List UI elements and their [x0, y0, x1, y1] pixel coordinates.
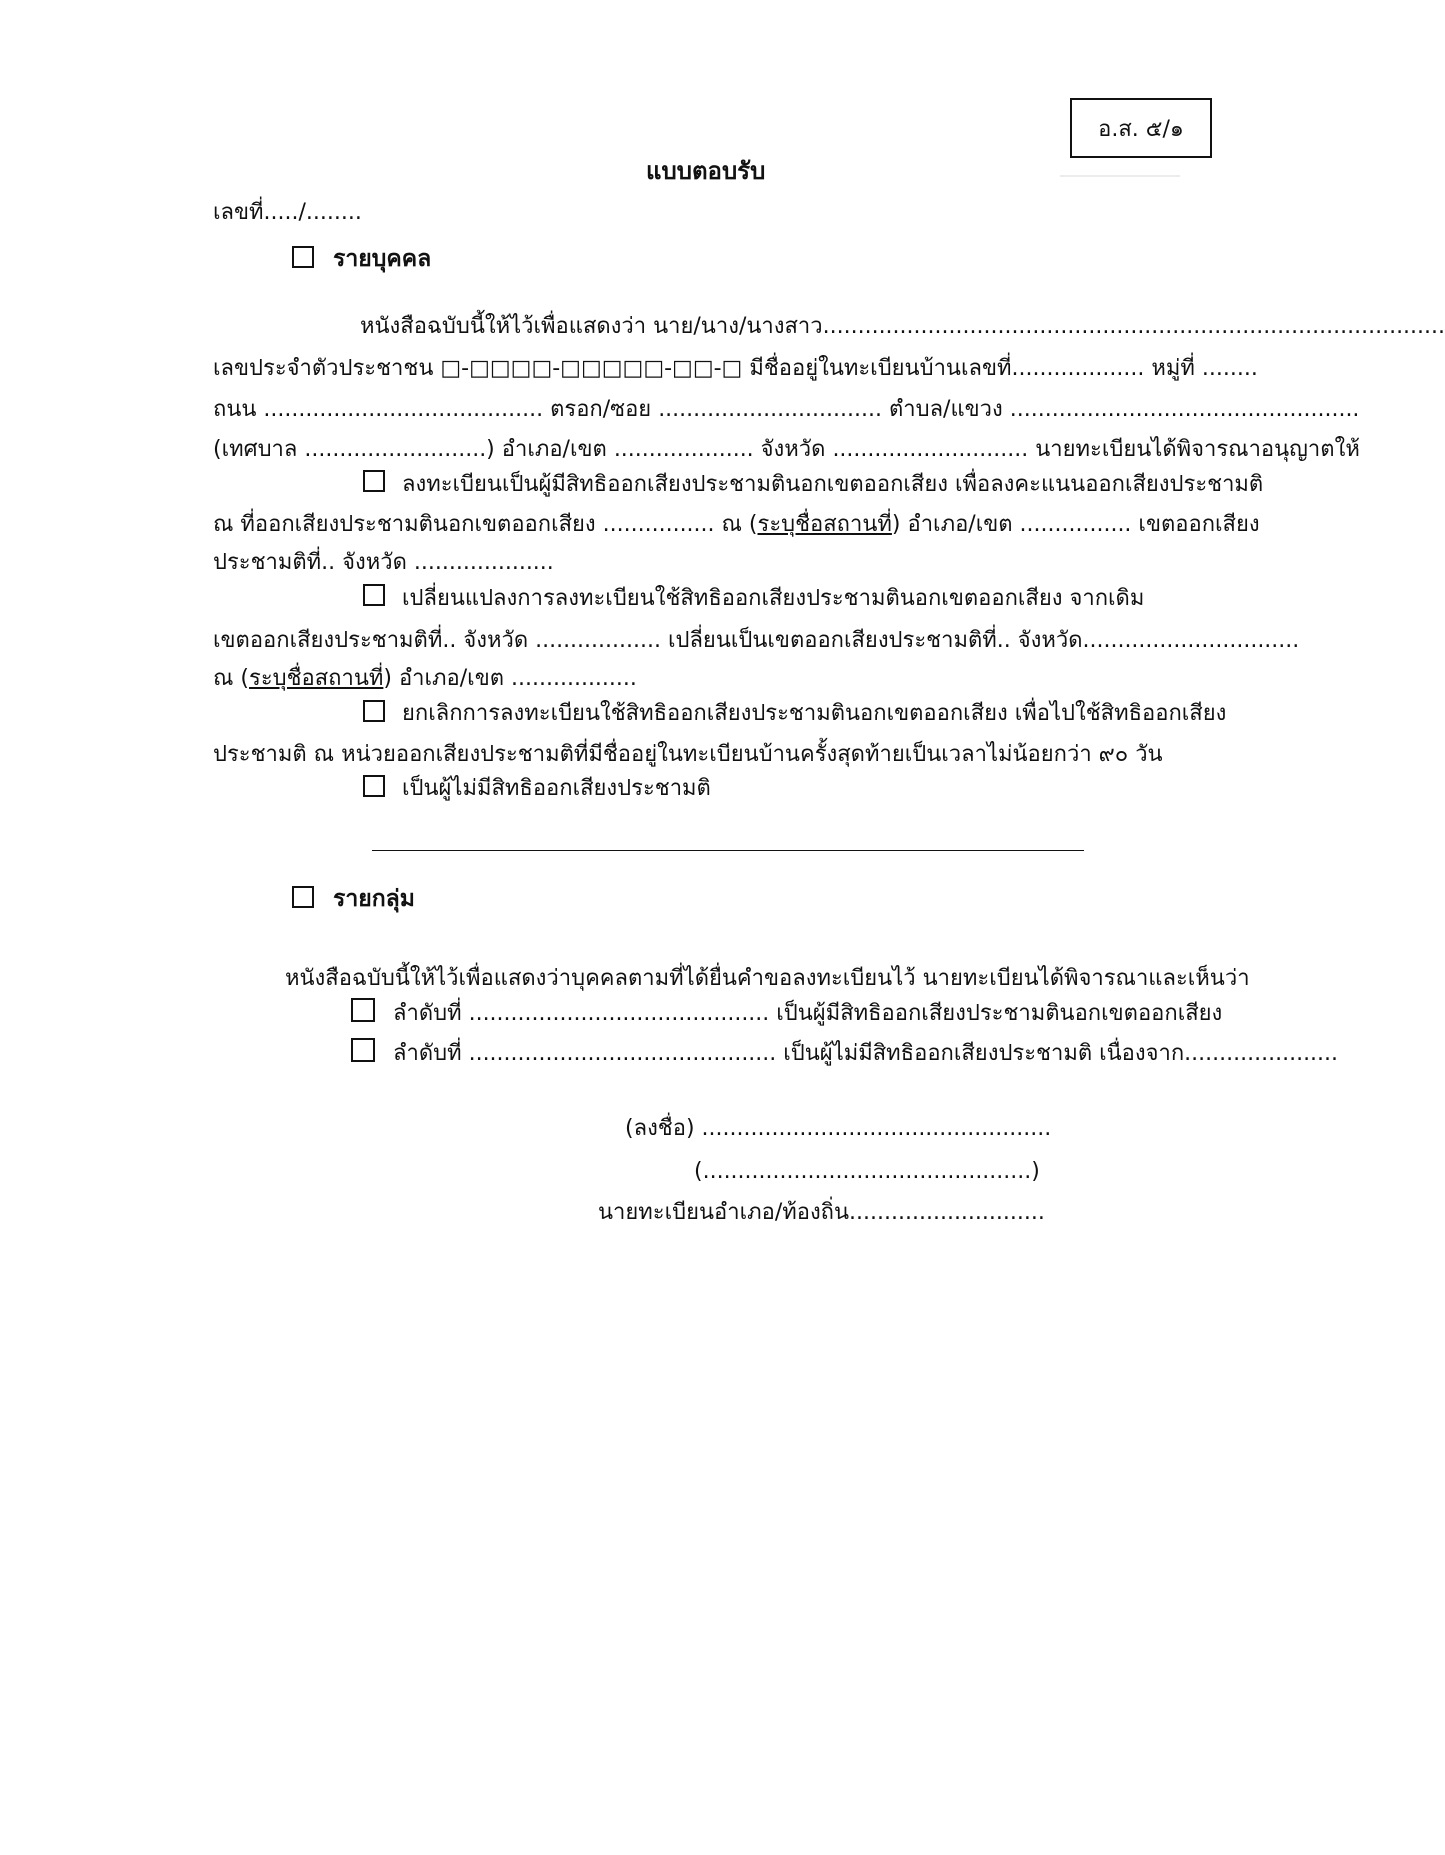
option-cancel-line1: ยกเลิกการลงทะเบียนใช้สิทธิออกเสียงประชามตินอกเขตออกเสียง เพื่อไปใช้สิทธิออกเสียง — [402, 701, 1227, 726]
individual-heading: รายบุคคล — [333, 246, 432, 272]
option-change-line3-a: ณ ( — [213, 666, 249, 691]
individual-checkbox[interactable] — [292, 246, 314, 268]
signature-name-line: (...............................................) — [694, 1159, 1040, 1184]
group-checkbox[interactable] — [292, 886, 314, 908]
option-ineligible-line1: เป็นผู้ไม่มีสิทธิออกเสียงประชามติ — [402, 776, 711, 801]
option-cancel-checkbox[interactable] — [363, 700, 385, 722]
form-title: แบบตอบรับ — [646, 157, 766, 185]
option-cancel-line2: ประชามติ ณ หน่วยออกเสียงประชามติที่มีชื่ออยู่ในทะเบียนบ้านครั้งสุดท้ายเป็นเวลาไม่น้อยกว่า ๙๐ วัน — [213, 742, 1163, 767]
form-code: อ.ส. ๕/๑ — [1098, 116, 1184, 142]
individual-line-district: (เทศบาล ..........................) อำเภอ/เขต .................... จังหวัด ............................ นายทะเบียนได้พิจารณาอนุญาตให้ — [213, 437, 1360, 462]
option-change-line3 — [213, 664, 637, 694]
group-intro: หนังสือฉบับนี้ให้ไว้เพื่อแสดงว่าบุคคลตามที่ได้ยื่นคำขอลงทะเบียนไว้ นายทะเบียนได้พิจารณาและเห็นว่า — [285, 966, 1250, 991]
option-register-line2-b: ) อำเภอ/เขต ................ เขตออกเสียง — [891, 512, 1260, 537]
option-register-line1: ลงทะเบียนเป็นผู้มีสิทธิออกเสียงประชามตินอกเขตออกเสียง เพื่อลงคะแนนออกเสียงประชามติ — [402, 472, 1264, 497]
form-code-box — [1070, 98, 1212, 158]
group-row2-checkbox[interactable] — [351, 1038, 375, 1062]
option-change-checkbox[interactable] — [363, 584, 385, 606]
group-row2: ลำดับที่ ............................................ เป็นผู้ไม่มีสิทธิออกเสียงประชามติ เนื่องจาก...................... — [393, 1041, 1339, 1066]
option-change-line2: เขตออกเสียงประชามติที่.. จังหวัด .................. เปลี่ยนเป็นเขตออกเสียงประชามติที่.. จังหวัด............................... — [213, 628, 1300, 653]
individual-line-address: ถนน ........................................ ตรอก/ซอย ................................ ตำบล/แขวง .................................................. — [213, 397, 1360, 422]
option-change-line1: เปลี่ยนแปลงการลงทะเบียนใช้สิทธิออกเสียงประชามตินอกเขตออกเสียง จากเดิม — [402, 586, 1145, 611]
group-row1-checkbox[interactable] — [351, 998, 375, 1022]
group-row1: ลำดับที่ ........................................... เป็นผู้มีสิทธิออกเสียงประชามตินอกเขตออกเสียง — [393, 1001, 1223, 1026]
option-register-line2-a: ณ ที่ออกเสียงประชามตินอกเขตออกเสียง ................ ณ ( — [213, 512, 758, 537]
doc-number: เลขที่...../........ — [213, 200, 362, 225]
option-register-line2 — [213, 510, 1260, 540]
option-ineligible-checkbox[interactable] — [363, 775, 385, 797]
option-register-line3: ประชามติที่.. จังหวัด .................... — [213, 550, 554, 575]
option-change-line3-b: ) อำเภอ/เขต .................. — [383, 666, 637, 691]
option-change-place-label: ระบุชื่อสถานที่ — [249, 666, 384, 691]
option-register-place-label: ระบุชื่อสถานที่ — [757, 512, 892, 537]
group-heading: รายกลุ่ม — [333, 886, 415, 912]
signature-position-line: นายทะเบียนอำเภอ/ท้องถิ่น............................ — [598, 1200, 1045, 1225]
section-divider — [372, 850, 1084, 851]
signature-line: (ลงชื่อ) .................................................. — [625, 1116, 1052, 1141]
individual-line-name: หนังสือฉบับนี้ให้ไว้เพื่อแสดงว่า นาย/นาง/นางสาว......................................................................................... — [360, 314, 1445, 339]
option-register-checkbox[interactable] — [363, 470, 385, 492]
scan-artifact — [1060, 175, 1180, 177]
individual-line-id: เลขประจำตัวประชาชน □-□□□□-□□□□□-□□-□ มีชื่ออยู่ในทะเบียนบ้านเลขที่................... หมู่ที่ ........ — [213, 356, 1258, 381]
